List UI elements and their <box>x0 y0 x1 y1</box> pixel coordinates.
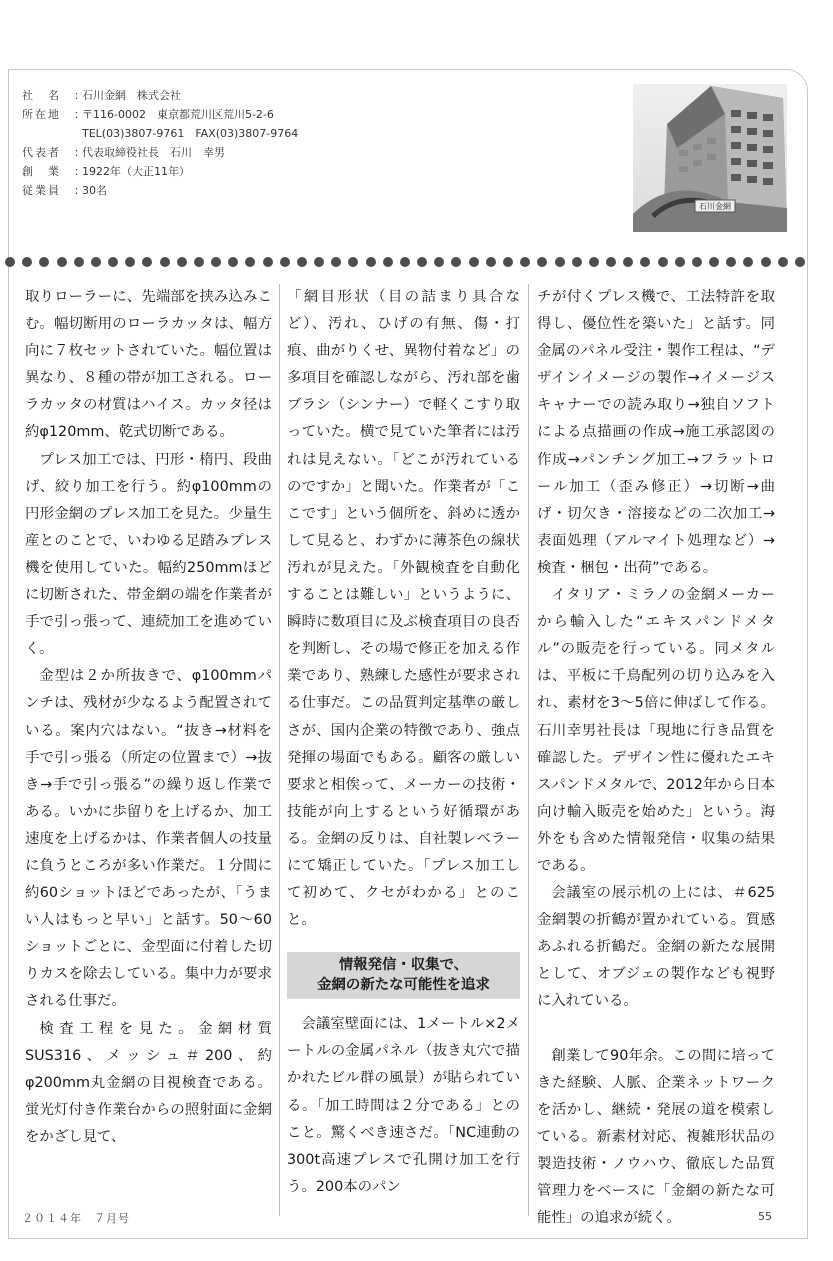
divider-dot <box>451 257 461 267</box>
paragraph: 金型は２か所抜きで、φ100mmパンチは、残材が少なるよう配置されている。案内穴はない。“抜き→材料を手で引っ張る（所定の位置まで）→抜き→手で引っ張る”の繰り返し作業である。いかに歩留りを上げるか、加工速度を上げるかは、作業者個人の技量に負うところが多い作業だ。１分間に約60ショットほどであったが、「うまい人はもっと早い」と話す。50～60ショットごとに、金型面に付着した切りカスを除去している。集中力が要求される仕事だ。 <box>25 668 272 1010</box>
company-info <box>22 86 612 200</box>
divider-dot <box>263 257 273 267</box>
info-separator: ： <box>74 184 85 197</box>
divider-dot <box>795 257 805 267</box>
divider-dot <box>22 257 32 267</box>
divider-dot <box>348 257 358 267</box>
divider-dot <box>640 257 650 267</box>
divider-dot <box>160 257 170 267</box>
divider-dot <box>91 257 101 267</box>
paragraph: 創業して90年余。この間に培ってきた経験、人脈、企業ネットワークを活かし、継続・発展の道を模索している。新素材対応、複雑形状品の製造技術・ノウハウ、徹底した品質管理力をベースに「金網の新たな可能性」の追求が続く。 <box>537 1047 775 1227</box>
company-address: 〒116-0002 東京都荒川区荒川5-2-6 <box>82 108 274 121</box>
paragraph: 「網目形状（目の詰まり具合など）、汚れ、ひげの有無、傷・打痕、曲がりくせ、異物付着など」の多項目を確認しながら、汚れ部を歯ブラシ（シンナー）で軽くこすり取っていた。横で見ていた筆者には汚れは見えない。「どこが汚れているのですか」と聞いた。作業者が「ここです」という個所を、斜めに透かして見ると、わずかに薄茶色の線状汚れが見えた。「外観検査を自動化することは難しい」というように、瞬時に数項目に及ぶ検査項目の良否を判断し、その場で修正を加える作業であり、熟練した感性が要求される仕事だ。この品質判定基準の厳しさが、国内企業の特徴であり、強点発揮の場面でもある。顧客の厳しい要求と相俟って、メーカーの技術・技能が向上するという好循環がある。金網の反りは、自社製レベラーにて矯正していた。「プレス加工して初めて、クセがわかる」とのこと。 <box>287 289 520 929</box>
divider-dot <box>726 257 736 267</box>
divider-dot <box>486 257 496 267</box>
divider-dot <box>297 257 307 267</box>
divider-dot <box>194 257 204 267</box>
divider-dot <box>692 257 702 267</box>
divider-dot <box>503 257 513 267</box>
paragraph: プレス加工では、円形・楕円、段曲げ、絞り加工を行う。約φ100mmの円形金網のプレス加工を見た。少量生産とのことで、いわゆる足踏みプレス機を使用していた。幅約250mmほどに切断された、帯金網の端を作業者が手で引っ張って、連続加工を進めていく。 <box>25 451 272 658</box>
divider-dot <box>245 257 255 267</box>
info-separator: ： <box>74 165 85 178</box>
section-heading-line-2: 金網の新たな可能性を追求 <box>317 977 490 994</box>
divider-dot <box>125 257 135 267</box>
divider-dot <box>383 257 393 267</box>
divider-dot <box>434 257 444 267</box>
company-founded: 1922年（大正11年） <box>82 165 190 178</box>
divider-dot <box>469 257 479 267</box>
article-column-2 <box>287 284 520 1201</box>
page-number: 55 <box>758 1210 772 1223</box>
divider-dot <box>555 257 565 267</box>
info-label: 社 名 <box>22 89 61 102</box>
paragraph-gap <box>537 1016 775 1043</box>
article-column-3 <box>537 284 775 1232</box>
column-rule <box>279 284 280 1216</box>
info-label: 所在地 <box>22 108 61 121</box>
divider-dot <box>572 257 582 267</box>
paragraph: チが付くプレス機で、工法特許を取得し、優位性を築いた」と話す。同金属のパネル受注・製作工程は、“デザインイメージの製作→イメージスキャナーでの読み取り→独自ソフトによる点描画の作成→施工承認図の作成→パンチング加工→フラットロール加工（歪み修正）→切断→曲げ・切欠き・溶接などの二次加工→表面処理（アルマイト処理など）→検査・梱包・出荷”である。 <box>537 289 775 576</box>
building-photo <box>633 84 787 232</box>
divider-dot <box>331 257 341 267</box>
divider-dot <box>400 257 410 267</box>
divider-dot <box>280 257 290 267</box>
divider-dot <box>39 257 49 267</box>
divider-dot <box>623 257 633 267</box>
section-heading <box>287 952 520 999</box>
divider-dot <box>589 257 599 267</box>
divider-dot <box>675 257 685 267</box>
divider-dot <box>709 257 719 267</box>
issue-date: ２０１４年 ７月号 <box>22 1212 130 1225</box>
info-label: 代表者 <box>22 146 61 159</box>
divider-dot <box>537 257 547 267</box>
paragraph: 会議室壁面には、1メートル×2メートルの金属パネル（抜き丸穴で描かれたビル群の風景）が貼られている。「加工時間は２分である」とのこと。驚くべき速さだ。「NC連動の300t高速プレスで孔開け加工を行う。200本のパン <box>287 1016 520 1195</box>
divider-dot <box>142 257 152 267</box>
divider-dot <box>606 257 616 267</box>
divider-dot <box>211 257 221 267</box>
divider-dot <box>658 257 668 267</box>
paragraph: イタリア・ミラノの金網メーカーから輸入した“エキスパンドメタル”の販売を行っている。同メタルは、平板に千鳥配列の切り込みを入れ、素材を3～5倍に伸ばして作る。石川幸男社長は「現地に行き品質を確認した。デザイン性に優れたエキスパンドメタルで、2012年から日本向け輸入販売を始めた」という。海外をも含めた情報発信・収集の結果である。 <box>537 587 775 874</box>
info-separator: ： <box>74 146 85 159</box>
divider-dot <box>778 257 788 267</box>
paragraph: 取りローラーに、先端部を挟み込みこむ。幅切断用のローラカッタは、幅方向に７枚セットされていた。幅位置は異なり、８種の帯が加工される。ローラカッタの材質はハイス。カッタ径は約φ120mm、乾式切断である。 <box>25 289 272 441</box>
info-label: 創 業 <box>22 165 61 178</box>
divider-dot <box>314 257 324 267</box>
company-representative-row <box>22 143 612 162</box>
dot-divider <box>5 255 805 269</box>
photo-sign-text: 石川金網 <box>699 202 731 211</box>
company-name: 石川金網 株式会社 <box>82 89 181 102</box>
divider-dot <box>57 257 67 267</box>
info-separator: ： <box>74 89 85 102</box>
divider-dot <box>108 257 118 267</box>
info-separator: ： <box>74 108 85 121</box>
paragraph: 検査工程を見た。金網材質SUS316、メッシュ＃200、約φ200mm丸金網の目視検査である。蛍光灯付き作業台からの照射面に金網をかざし見て、 <box>25 1020 272 1145</box>
company-employees: 30名 <box>82 184 107 197</box>
company-name-row <box>22 86 612 105</box>
divider-dot <box>761 257 771 267</box>
divider-dot <box>177 257 187 267</box>
paragraph: 会議室の展示机の上には、＃625金網製の折鶴が置かれている。質感あふれる折鶴だ。金網の新たな展開として、オブジェの製作なども視野に入れている。 <box>537 885 775 1010</box>
company-employees-row <box>22 181 612 200</box>
divider-dot <box>74 257 84 267</box>
company-founded-row <box>22 162 612 181</box>
company-representative: 代表取締役社長 石川 幸男 <box>82 146 225 159</box>
info-label: 従業員 <box>22 184 61 197</box>
divider-dot <box>228 257 238 267</box>
divider-dot <box>743 257 753 267</box>
column-rule <box>528 284 529 1216</box>
divider-dot <box>5 257 15 267</box>
divider-dot <box>366 257 376 267</box>
article-column-1 <box>25 284 272 1151</box>
company-phone-fax: TEL(03)3807-9761 FAX(03)3807-9764 <box>82 127 299 140</box>
company-address-row <box>22 105 612 124</box>
divider-dot <box>417 257 427 267</box>
divider-dot <box>520 257 530 267</box>
section-heading-line-1: 情報発信・収集で、 <box>338 957 469 974</box>
